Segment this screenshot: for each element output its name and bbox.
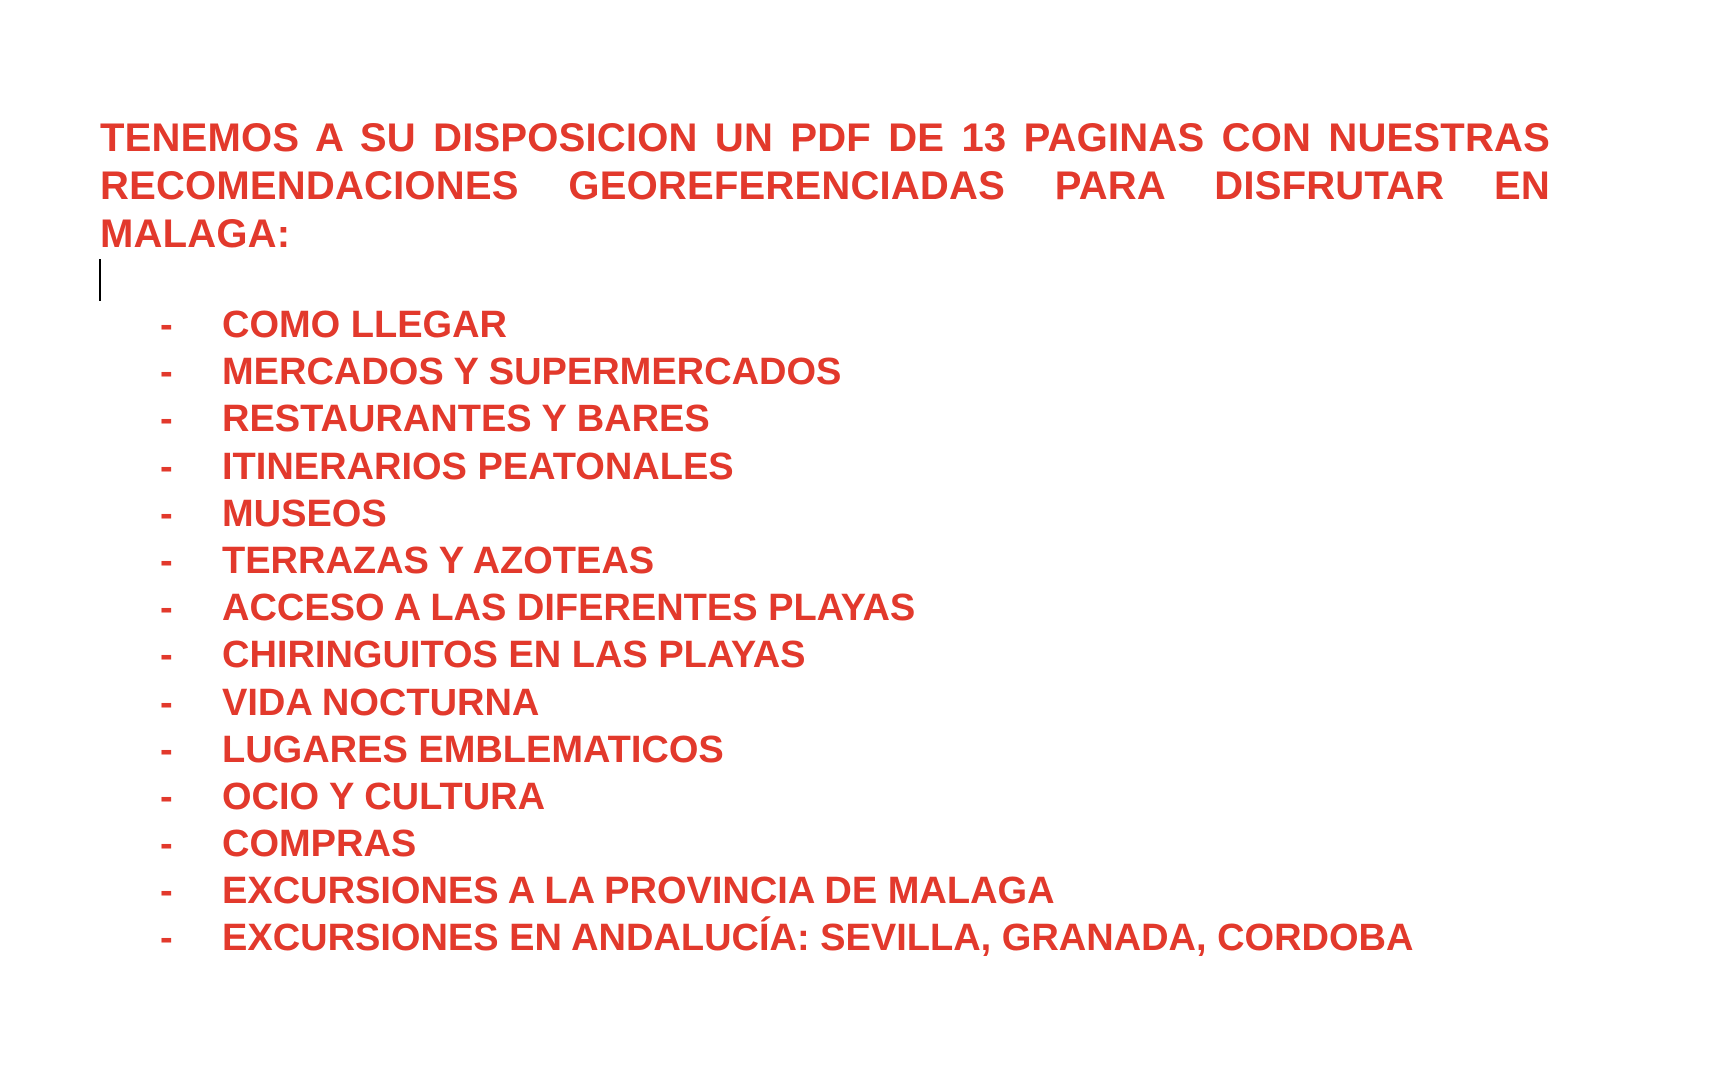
- list-item-text: MERCADOS Y SUPERMERCADOS: [222, 351, 842, 394]
- list-item: [160, 774, 1413, 821]
- dash-bullet: -: [160, 351, 173, 394]
- dash-bullet: -: [160, 775, 173, 818]
- list-item-text: VIDA NOCTURNA: [222, 681, 540, 724]
- dash-bullet: -: [160, 492, 173, 535]
- dash-bullet: -: [160, 728, 173, 771]
- list-item: [160, 302, 1413, 349]
- list-item-text: ACCESO A LAS DIFERENTES PLAYAS: [222, 587, 916, 630]
- list-item-text: EXCURSIONES A LA PROVINCIA DE MALAGA: [222, 870, 1055, 913]
- list-item: [160, 680, 1413, 727]
- text-cursor: [99, 259, 101, 301]
- dash-bullet: -: [160, 398, 173, 441]
- list-item: [160, 396, 1413, 443]
- list-item: [160, 538, 1413, 585]
- list-item-text: LUGARES EMBLEMATICOS: [222, 728, 724, 771]
- list-item-text: TERRAZAS Y AZOTEAS: [222, 539, 655, 582]
- list-item: [160, 868, 1413, 915]
- dash-bullet: -: [160, 634, 173, 677]
- list-item-text: ITINERARIOS PEATONALES: [222, 445, 734, 488]
- list-item-text: MUSEOS: [222, 492, 387, 535]
- list-item: [160, 349, 1413, 396]
- list-item: [160, 915, 1413, 962]
- list-item-text: OCIO Y CULTURA: [222, 775, 546, 818]
- dash-bullet: -: [160, 917, 173, 960]
- recommendations-list: [160, 302, 1413, 963]
- list-item-text: CHIRINGUITOS EN LAS PLAYAS: [222, 634, 806, 677]
- list-item: [160, 727, 1413, 774]
- list-item-text: COMO LLEGAR: [222, 304, 507, 346]
- list-item-text: RESTAURANTES Y BARES: [222, 398, 710, 441]
- dash-bullet: -: [160, 823, 173, 866]
- list-item-text: COMPRAS: [222, 823, 417, 866]
- list-item-text: EXCURSIONES EN ANDALUCÍA: SEVILLA, GRANADA, CORDOBA: [222, 917, 1414, 960]
- list-item: [160, 821, 1413, 868]
- dash-bullet: -: [160, 681, 173, 724]
- dash-bullet: -: [160, 587, 173, 630]
- list-item: [160, 491, 1413, 538]
- dash-bullet: -: [160, 304, 173, 346]
- dash-bullet: -: [160, 870, 173, 913]
- list-item: [160, 444, 1413, 491]
- list-item: [160, 585, 1413, 632]
- dash-bullet: -: [160, 445, 173, 488]
- intro-paragraph: TENEMOS A SU DISPOSICION UN PDF DE 13 PAGINAS CON NUESTRAS RECOMENDACIONES GEOREFERENCIADAS PARA DISFRUTAR EN MALAGA:: [100, 116, 1550, 256]
- dash-bullet: -: [160, 539, 173, 582]
- list-item: [160, 632, 1413, 679]
